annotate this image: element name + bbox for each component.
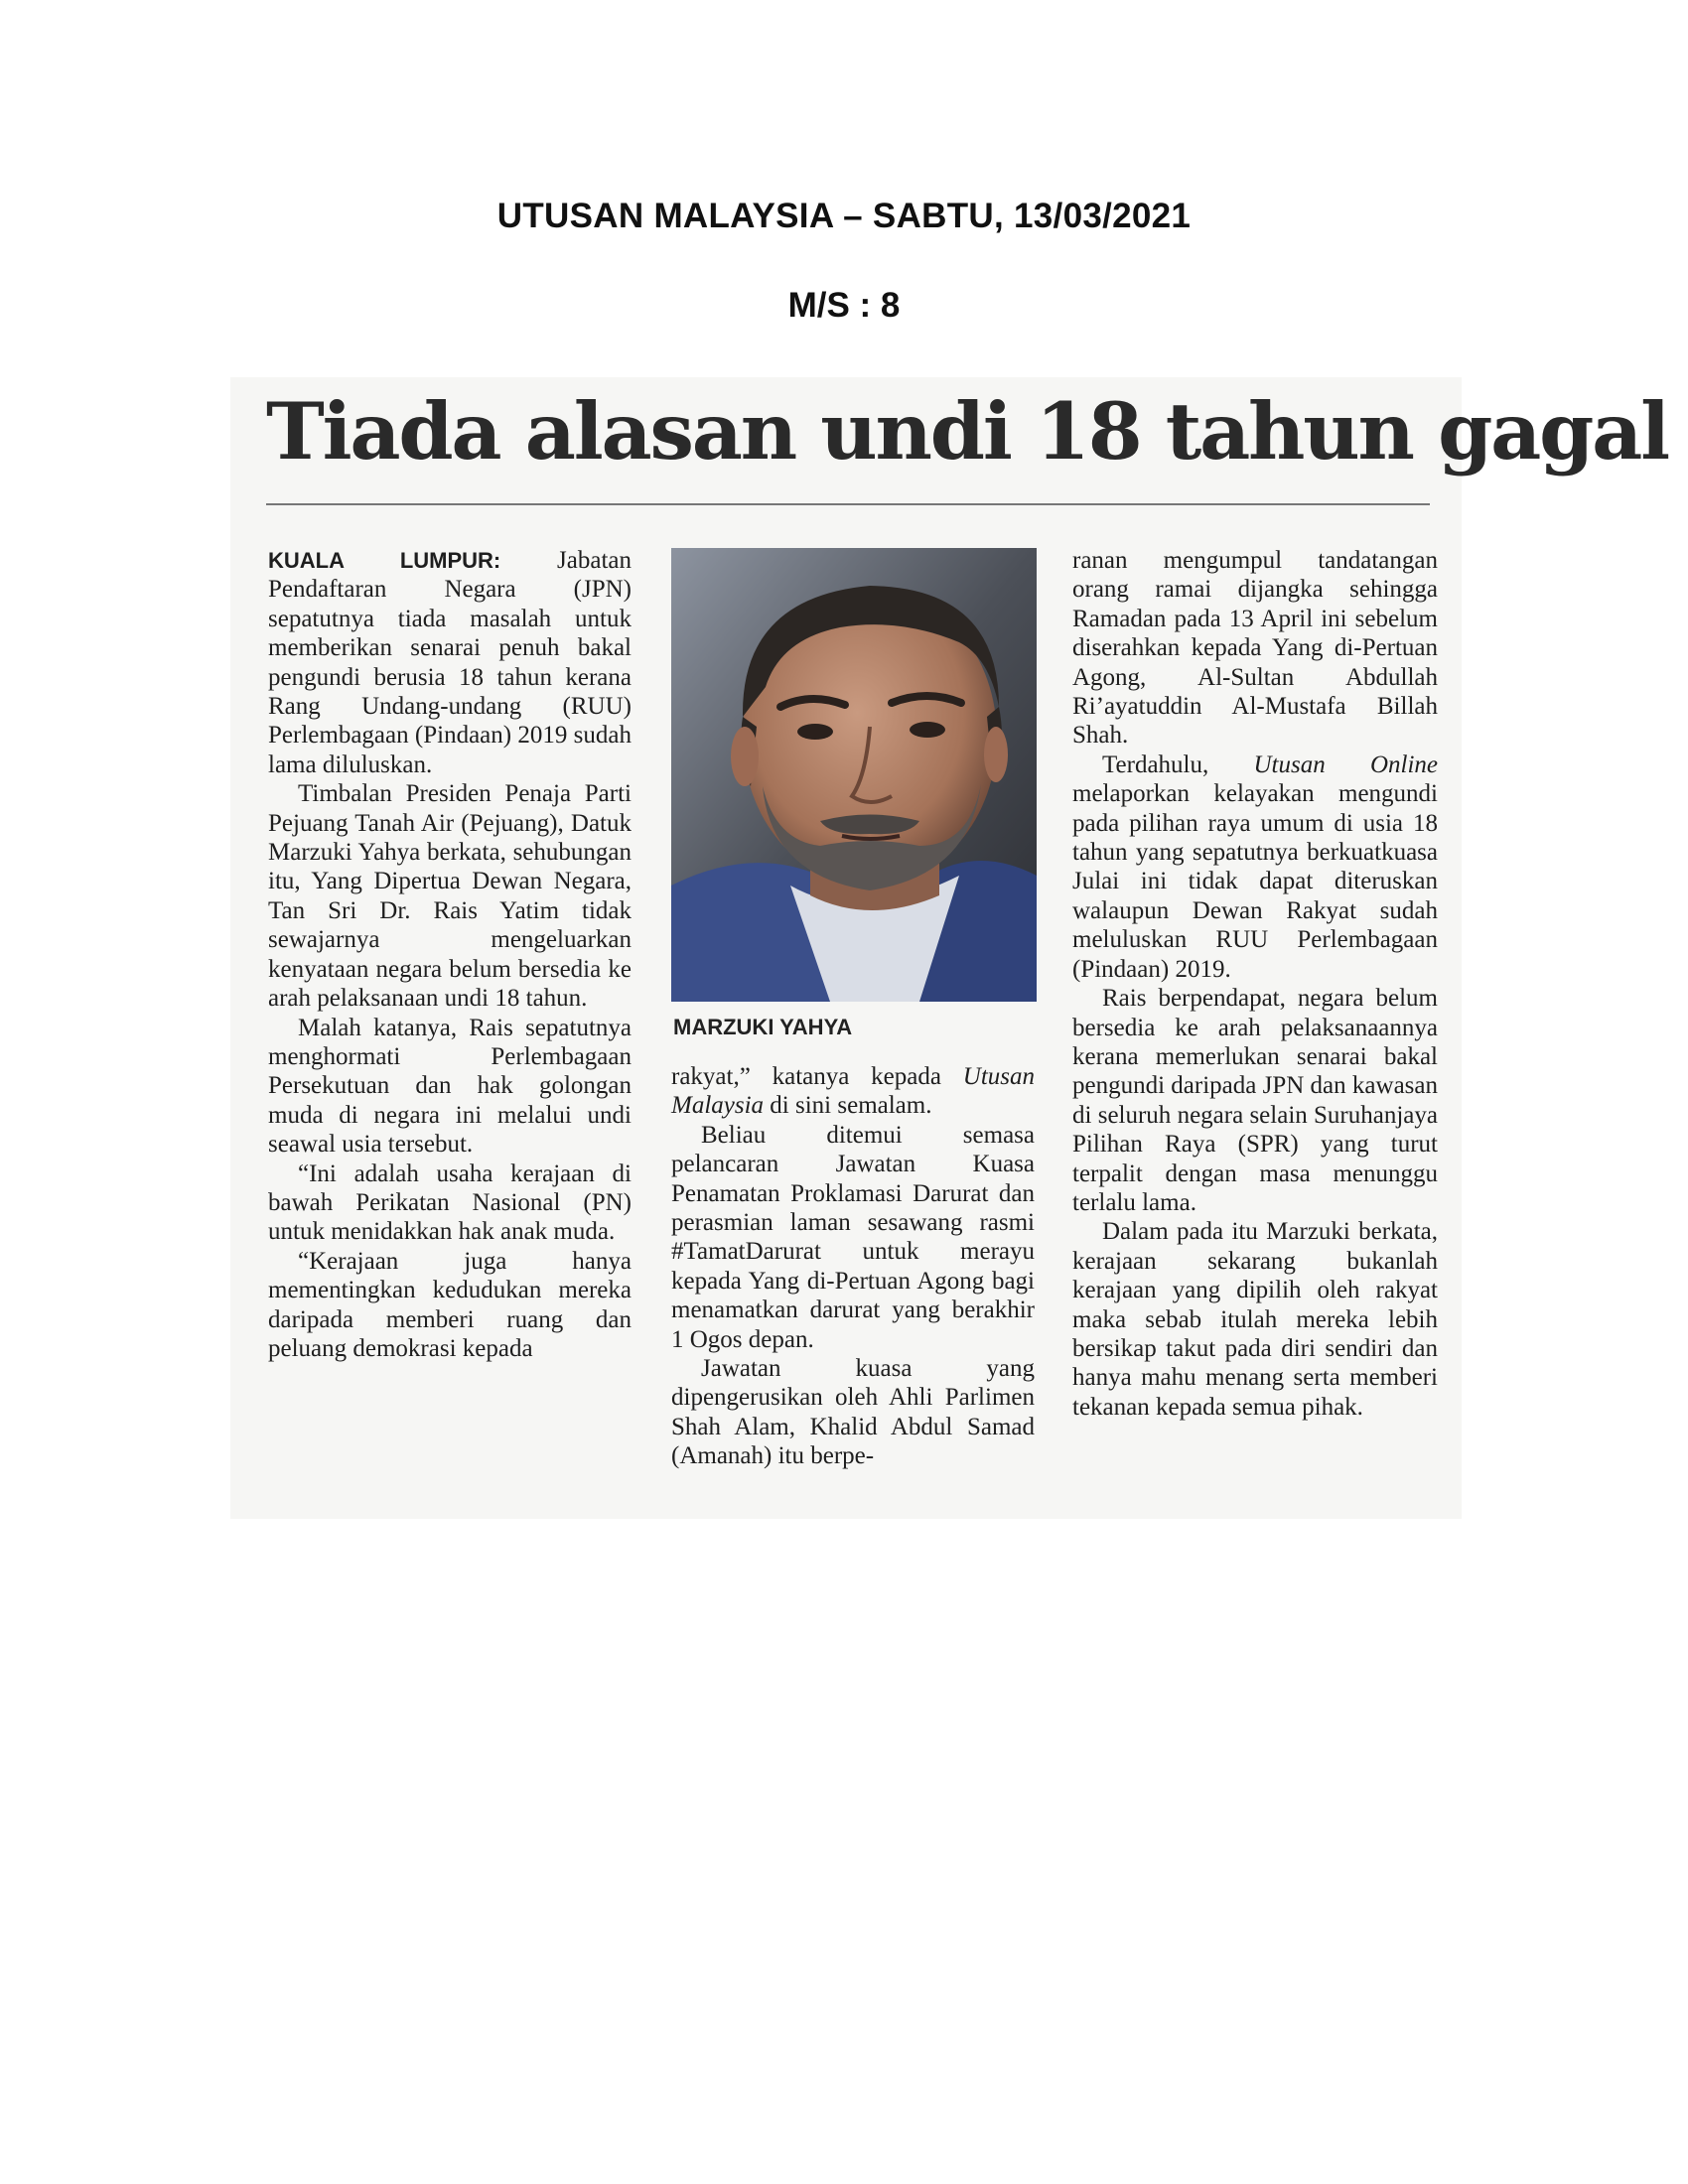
paragraph-text: Jabatan Pendaftaran Negara (JPN) sepatutnya tiada masalah untuk memberikan senarai penuh bakal pengundi berusia 18 tahun kerana Rang Undang-undang (RUU) Perlembagaan (Pindaan) 2019 sudah lama diluluskan. <box>268 547 632 778</box>
photo-caption: MARZUKI YAHYA <box>673 1015 853 1039</box>
page-number: M/S : 8 <box>787 286 901 325</box>
headline-rule <box>266 503 1430 505</box>
paragraph-text: melaporkan kelayakan mengundi pada pilihan raya umum di usia 18 tahun yang sepatutnya berkuatkuasa Julai ini tidak dapat diteruskan walaupun Dewan Rakyat sudah meluluskan RUU Perlembagaan (Pindaan) 2019. <box>1072 780 1438 983</box>
portrait-photo <box>671 548 1037 1002</box>
article-paragraph: Jawatan kuasa yang dipengerusikan oleh Ahli Parlimen Shah Alam, Khalid Abdul Samad (Amanah) itu berpe- <box>671 1355 1035 1470</box>
article-paragraph: Timbalan Presiden Penaja Parti Pejuang Tanah Air (Pejuang), Datuk Marzuki Yahya berkata, sehubungan itu, Yang Dipertua Dewan Negara, Tan Sri Dr. Rais Yatim tidak sewajarnya mengeluarkan kenyataan negara belum bersedia ke arah pelaksanaan undi 18 tahun. <box>268 780 632 1013</box>
portrait-illustration <box>671 548 1037 1002</box>
article-paragraph <box>268 546 632 779</box>
paragraph-text: di sini semalam. <box>764 1092 932 1120</box>
article-paragraph: Dalam pada itu Marzuki berkata, kerajaan sekarang bukanlah kerajaan yang dipilih oleh rakyat maka sebab itulah mereka lebih bersikap takut pada diri sendiri dan hanya mahu menang serta memberi tekanan kepada semua pihak. <box>1072 1218 1438 1421</box>
article-paragraph: Malah katanya, Rais sepatutnya menghormati Perlembagaan Persekutuan dan hak golongan muda di negara ini melalui undi seawal usia tersebut. <box>268 1014 632 1159</box>
article-paragraph <box>671 1062 1035 1121</box>
article-paragraph: Beliau ditemui semasa pelancaran Jawatan Kuasa Penamatan Proklamasi Darurat dan perasmian laman sesawang rasmi #TamatDarurat untuk merayu kepada Yang di-Pertuan Agong bagi menamatkan darurat yang berakhir 1 Ogos depan. <box>671 1121 1035 1353</box>
article-column-1 <box>268 546 632 1363</box>
article-column-3 <box>1072 546 1438 1422</box>
article-paragraph: ranan mengumpul tandatangan orang ramai dijangka sehingga Ramadan pada 13 April ini sebelum diserahkan kepada Yang di-Pertuan Agong, Al-Sultan Abdullah Ri’ayatuddin Al-Mustafa Billah Shah. <box>1072 547 1438 750</box>
article-paragraph <box>1072 751 1438 984</box>
publication-name: Utusan Malaysia <box>671 1063 1035 1120</box>
publication-source: UTUSAN MALAYSIA – SABTU, 13/03/2021 <box>496 197 1192 235</box>
paragraph-text: Terdahulu, <box>1102 751 1254 778</box>
article-headline: Tiada alasan undi 18 tahun gagal <box>266 385 1668 478</box>
paragraph-text: rakyat,” katanya kepada <box>671 1063 963 1090</box>
dateline: KUALA LUMPUR: <box>268 548 501 573</box>
article-column-2 <box>671 1062 1035 1471</box>
article-paragraph: “Ini adalah usaha kerajaan di bawah Perikatan Nasional (PN) untuk menidakkan hak anak muda. <box>268 1160 632 1246</box>
publication-name: Utusan Online <box>1253 751 1438 778</box>
article-paragraph: Rais berpendapat, negara belum bersedia ke arah pelaksanaannya kerana memerlukan senarai bakal pengundi daripada JPN dan kawasan di seluruh negara selain Suruhanjaya Pilihan Raya (SPR) yang turut terpalit dengan masa menunggu terlalu lama. <box>1072 985 1438 1216</box>
article-paragraph: “Kerajaan juga hanya mementingkan kedudukan mereka daripada memberi ruang dan peluang demokrasi kepada <box>268 1247 632 1362</box>
